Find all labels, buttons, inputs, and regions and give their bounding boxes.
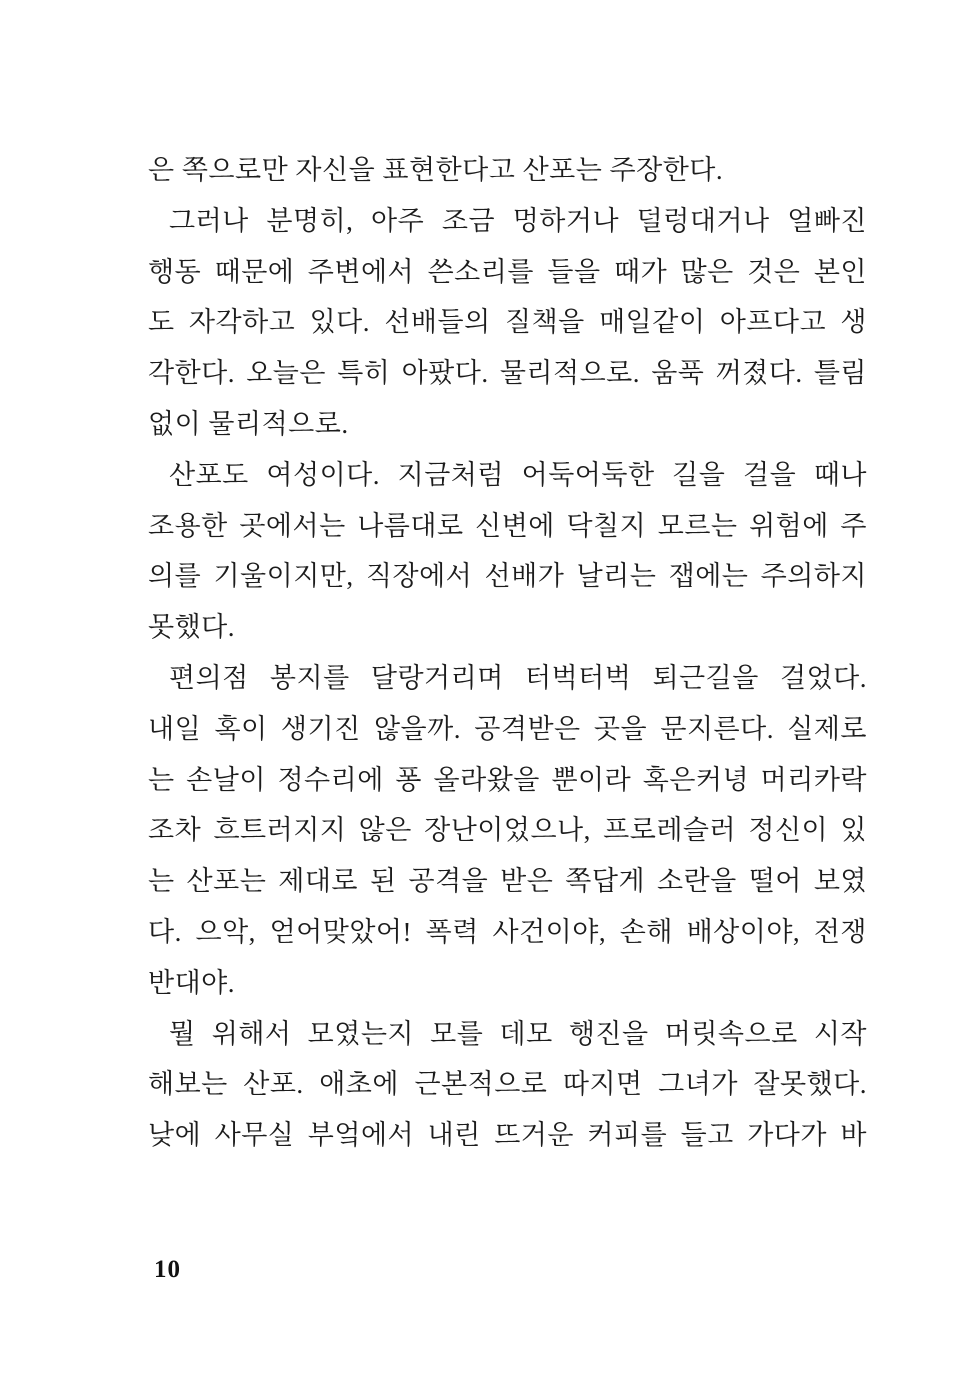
page-number: 10 xyxy=(154,1256,181,1283)
text-line: 다. 으악, 얻어맞았어! 폭력 사건이야, 손해 배상이야, 전쟁 xyxy=(148,916,867,947)
text-line: 그러나 분명히, 아주 조금 멍하거나 덜렁대거나 얼빠진 xyxy=(169,205,867,236)
text-line: 는 손날이 정수리에 퐁 올라왔을 뿐이라 혹은커녕 머리카락 xyxy=(148,764,867,795)
text-line: 산포도 여성이다. 지금처럼 어둑어둑한 길을 걸을 때나 xyxy=(169,459,867,490)
text-line: 각한다. 오늘은 특히 아팠다. 물리적으로. 움푹 꺼졌다. 틀림 xyxy=(148,358,867,389)
body-text xyxy=(148,145,867,1161)
text-line: 내일 혹이 생기진 않을까. 공격받은 곳을 문지른다. 실제로 xyxy=(148,713,867,744)
text-line: 없이 물리적으로. xyxy=(148,408,349,439)
text-line: 행동 때문에 주변에서 쓴소리를 들을 때가 많은 것은 본인 xyxy=(148,256,867,287)
text-line: 는 산포는 제대로 된 공격을 받은 쪽답게 소란을 떨어 보였 xyxy=(148,866,867,897)
text-line: 조차 흐트러지지 않은 장난이었으나, 프로레슬러 정신이 있 xyxy=(148,815,867,846)
text-line: 낮에 사무실 부엌에서 내린 뜨거운 커피를 들고 가다가 바 xyxy=(148,1120,867,1151)
text-line: 도 자각하고 있다. 선배들의 질책을 매일같이 아프다고 생 xyxy=(148,307,867,338)
text-line: 은 쪽으로만 자신을 표현한다고 산포는 주장한다. xyxy=(148,155,724,185)
text-line: 편의점 봉지를 달랑거리며 터벅터벅 퇴근길을 걸었다. xyxy=(169,662,867,693)
text-line: 조용한 곳에서는 나름대로 신변에 닥칠지 모르는 위험에 주 xyxy=(148,510,867,541)
text-line: 반대야. xyxy=(148,967,235,998)
text-line: 해보는 산포. 애초에 근본적으로 따지면 그녀가 잘못했다. xyxy=(148,1069,867,1100)
text-line: 의를 기울이지만, 직장에서 선배가 날리는 잽에는 주의하지 xyxy=(148,561,867,592)
text-line: 못했다. xyxy=(148,612,235,643)
text-line: 뭘 위해서 모였는지 모를 데모 행진을 머릿속으로 시작 xyxy=(169,1018,867,1049)
